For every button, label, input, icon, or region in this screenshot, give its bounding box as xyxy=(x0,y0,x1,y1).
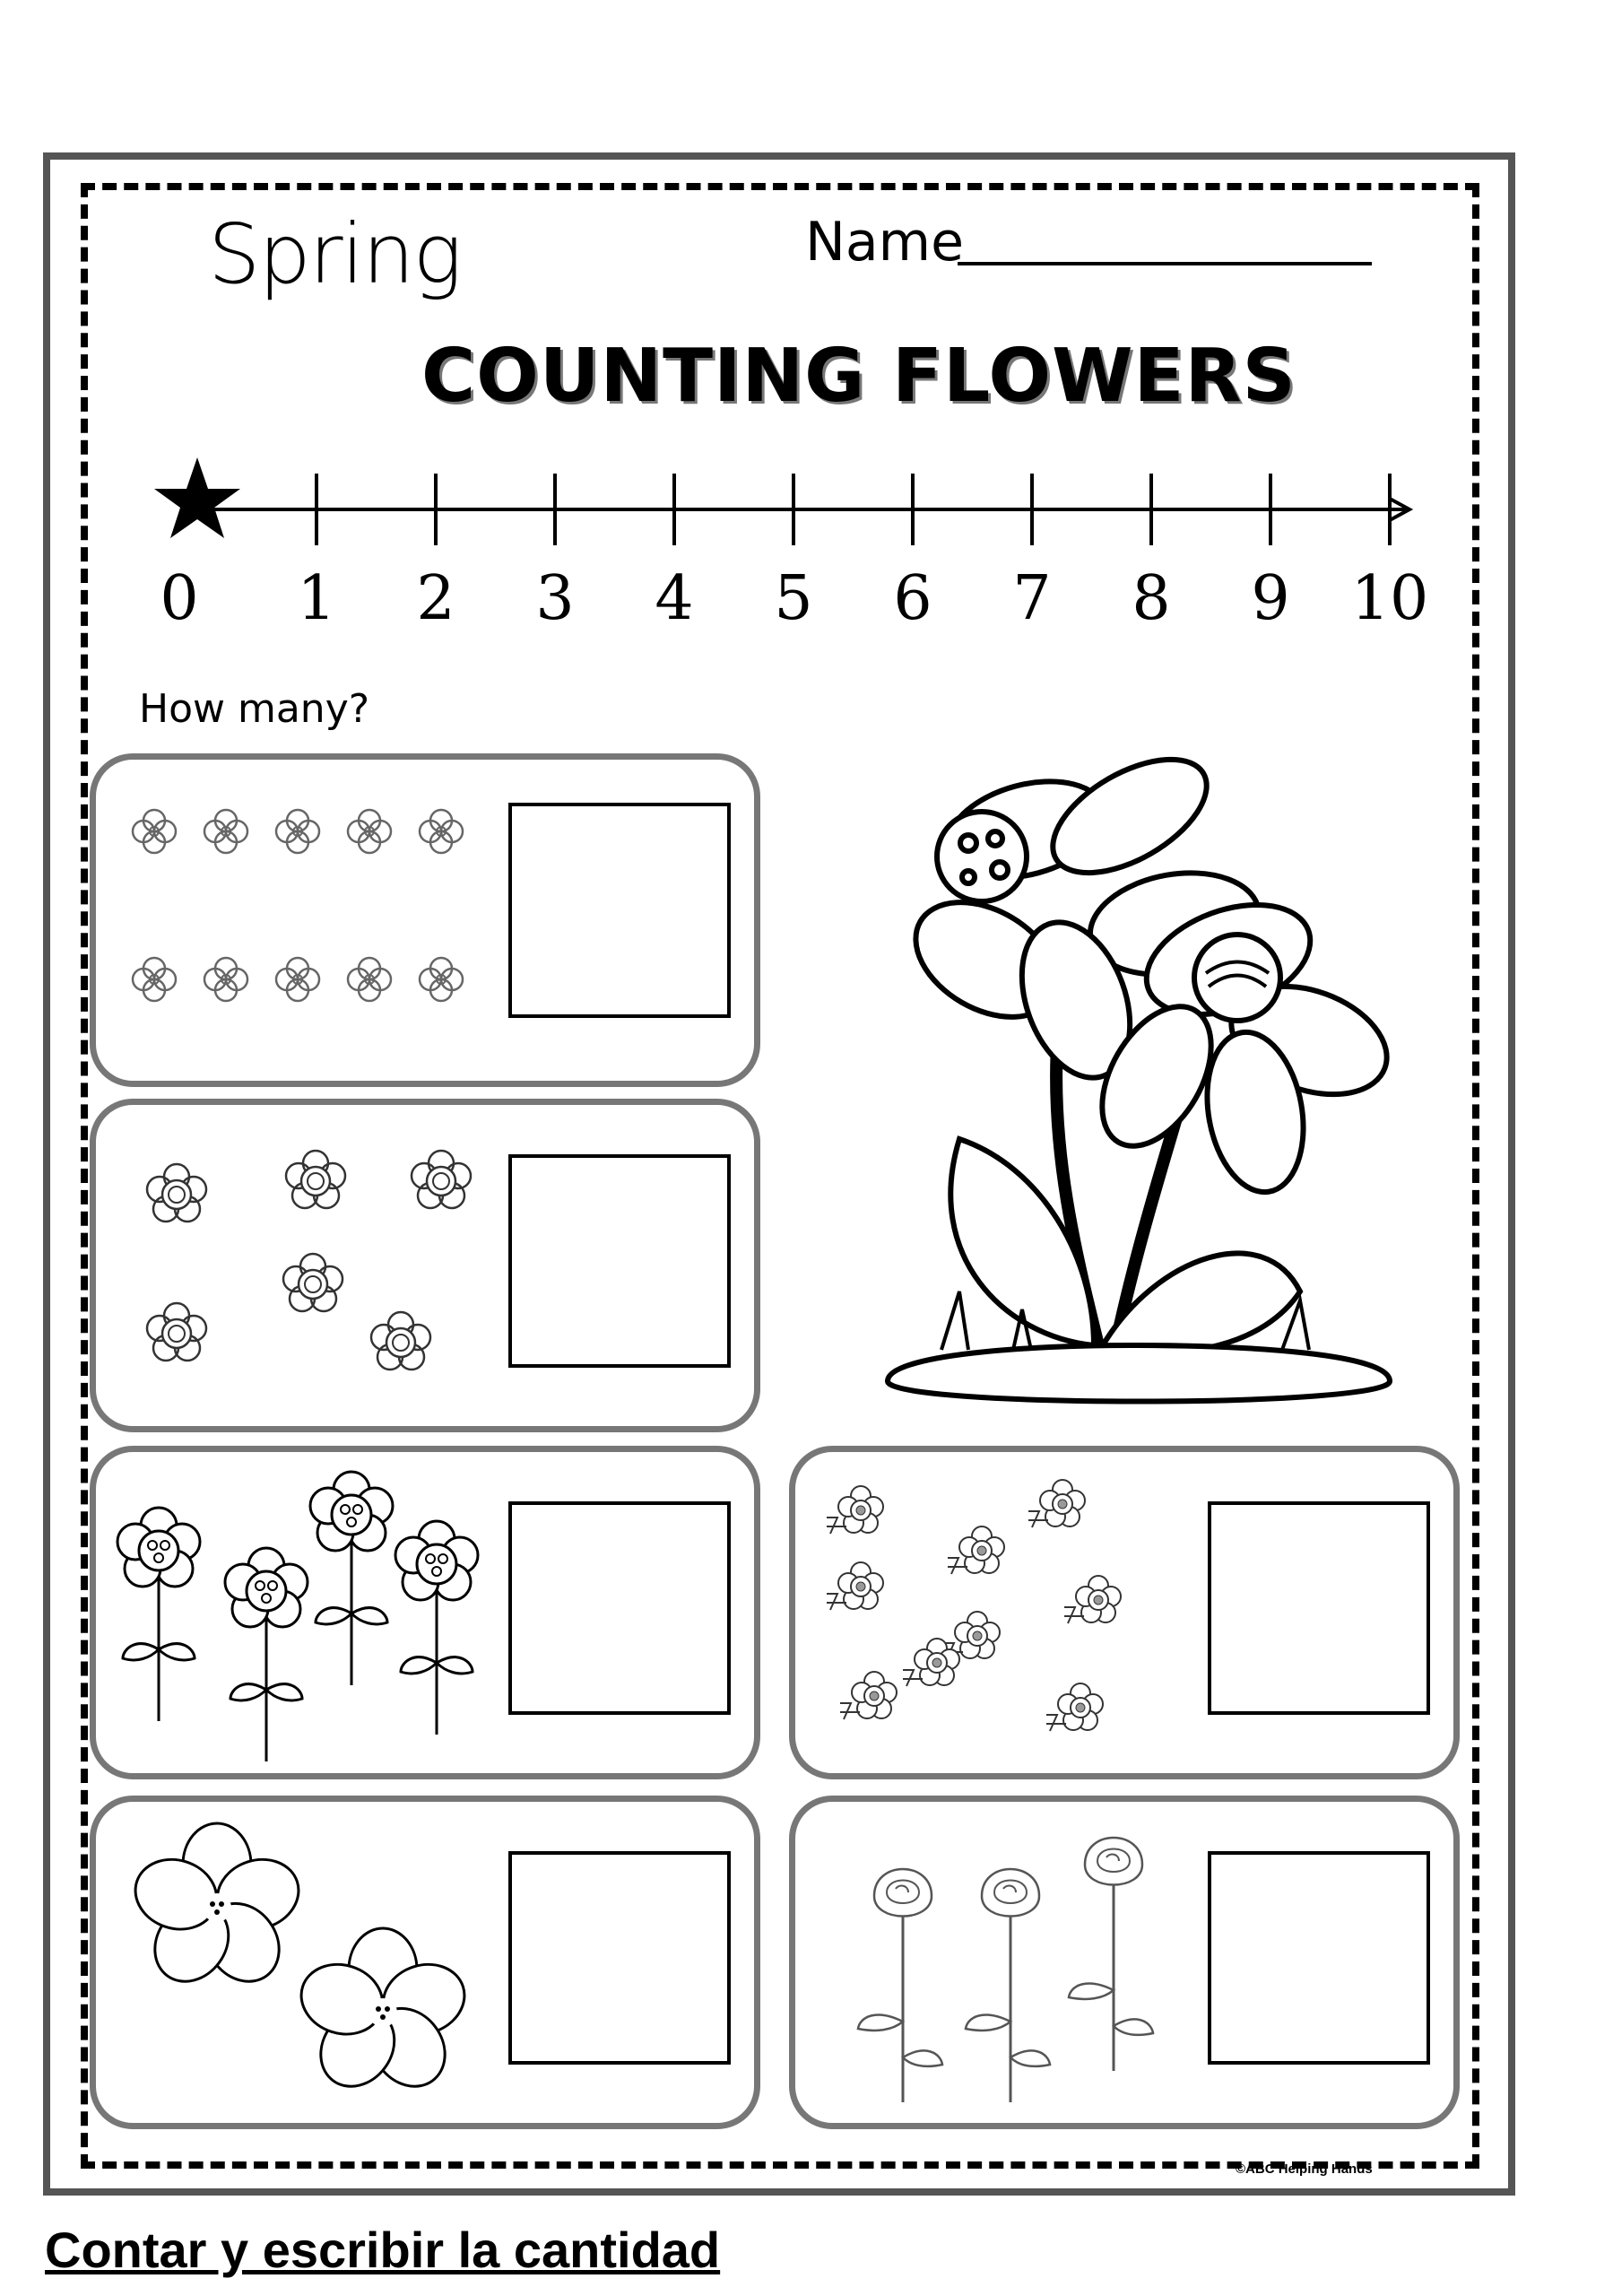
answer-box-2[interactable] xyxy=(508,1154,731,1368)
small-flower-icon xyxy=(948,1526,1004,1574)
how-many-prompt: How many? xyxy=(139,686,370,732)
stemmed-flower-icon xyxy=(395,1521,478,1735)
stemmed-flower-icon xyxy=(310,1472,393,1685)
clover-flower-icon xyxy=(133,810,176,853)
ring-flower-icon xyxy=(371,1312,430,1370)
clover-flower-icon xyxy=(276,810,319,853)
clover-flower-icon xyxy=(204,810,247,853)
ring-flower-icon xyxy=(147,1303,206,1361)
rose-icon xyxy=(1069,1838,1153,2071)
copyright-credit: ©ABC Helping Hands xyxy=(1236,2161,1373,2177)
counting-panel-1 xyxy=(90,753,760,1087)
small-flower-icon xyxy=(827,1562,883,1610)
number-line-label: 2 xyxy=(416,563,455,634)
ring-flower-icon xyxy=(286,1151,345,1208)
clover-flower-icon xyxy=(276,958,319,1001)
answer-box-1[interactable] xyxy=(508,803,731,1018)
answer-box-3[interactable] xyxy=(508,1501,731,1715)
number-line-label: 4 xyxy=(655,563,694,634)
number-line-label: 9 xyxy=(1251,563,1290,634)
small-flower-icon xyxy=(840,1672,897,1719)
answer-box-4[interactable] xyxy=(1208,1501,1430,1715)
star-icon xyxy=(154,457,240,538)
number-line-label: 8 xyxy=(1132,563,1171,634)
number-line xyxy=(134,448,1435,637)
number-line-label: 10 xyxy=(1350,563,1429,634)
number-line-label: 5 xyxy=(774,563,813,634)
small-flower-icon xyxy=(1028,1480,1085,1527)
number-line-label: 7 xyxy=(1012,563,1052,634)
answer-box-5[interactable] xyxy=(508,1851,731,2065)
small-flower-icon xyxy=(1064,1576,1121,1623)
daisy-bouquet-icon xyxy=(834,718,1426,1417)
clover-flower-icon xyxy=(133,958,176,1001)
answer-box-6[interactable] xyxy=(1208,1851,1430,2065)
number-line-label: 1 xyxy=(297,563,336,634)
number-line-label: 0 xyxy=(160,563,199,634)
five-petal-flower-icon xyxy=(292,1928,473,2100)
clover-flower-icon xyxy=(420,958,463,1001)
counting-panel-6 xyxy=(789,1796,1460,2129)
counting-panel-4 xyxy=(789,1446,1460,1779)
small-flower-icon xyxy=(903,1639,959,1686)
counting-panel-2 xyxy=(90,1099,760,1432)
rose-icon xyxy=(858,1869,942,2102)
name-field-line[interactable] xyxy=(958,262,1372,265)
number-line-label: 3 xyxy=(535,563,575,634)
number-line-label: 6 xyxy=(893,563,932,634)
rose-icon xyxy=(966,1869,1050,2102)
stemmed-flower-icon xyxy=(225,1548,308,1761)
worksheet-title: COUNTING FLOWERS xyxy=(421,334,1296,419)
small-flower-icon xyxy=(827,1486,883,1534)
ring-flower-icon xyxy=(412,1151,471,1208)
stemmed-flower-icon xyxy=(117,1508,200,1721)
counting-panel-5 xyxy=(90,1796,760,2129)
five-petal-flower-icon xyxy=(126,1823,308,1996)
counting-panel-3 xyxy=(90,1446,760,1779)
instruction-text: Contar y escribir la cantidad xyxy=(45,2222,721,2278)
clover-flower-icon xyxy=(204,958,247,1001)
ring-flower-icon xyxy=(147,1164,206,1222)
small-flower-icon xyxy=(1046,1683,1103,1731)
clover-flower-icon xyxy=(348,810,391,853)
name-label: Name xyxy=(805,211,965,274)
clover-flower-icon xyxy=(420,810,463,853)
worksheet-subtitle: Spring xyxy=(208,206,461,302)
ring-flower-icon xyxy=(283,1254,343,1311)
clover-flower-icon xyxy=(348,958,391,1001)
